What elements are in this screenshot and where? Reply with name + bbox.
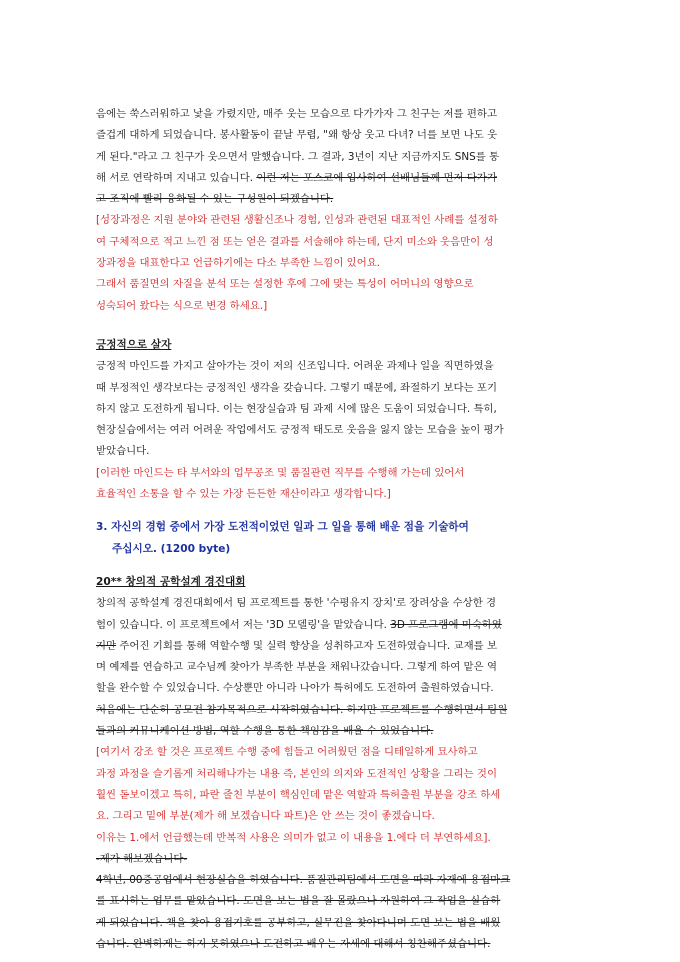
body-text: 즐겁게 대하게 되었습니다. 봉사활동이 끝날 무렵, "왜 항상 웃고 다녀? 너를 보면 나도 웃 [96,129,498,142]
body-text: 때 부정적인 생각보다는 긍정적인 생각을 갖습니다. 그렇기 때문에, 좌절하기 보다는 포기 [96,381,497,394]
feedback-text: 그래서 품질면의 자질을 분석 또는 설정한 후에 그에 맞는 특성이 어머니의 영향으로 [96,278,474,291]
feedback-text: 이유는 1.에서 언급했는데 반복적 사용은 의미가 없고 이 내용을 1.에다 더 부연하세요]. [96,831,491,844]
feedback-text: 성숙되어 왔다는 식으로 변경 하세요.] [96,299,268,312]
struck-text: 이런 저는 포스코에 입사하여 선배님들께 먼저 다가가 [256,171,497,184]
feedback-text: 여 구체적으로 적고 느낀 점 또는 얻은 결과를 서술해야 하는데, 단지 미소와 웃음만이 성 [96,235,494,248]
feedback-text: 요. 그리고 밑에 부분(제가 해 보겠습니다 파트)은 안 쓰는 것이 좋겠습니다. [96,810,435,823]
document-page [96,104,592,955]
body-text [96,168,592,189]
feedback-text: [이러한 마인드는 타 부서와의 업무공조 및 품질관련 직무를 수행해 가는데 있어서 [96,466,465,479]
body-text-segment: 주어진 기회를 통해 역할수행 및 실력 향상을 성취하고자 도전하였습니다. 교재를 보 [116,639,497,652]
section-heading: 20** 창의적 공학설계 경진대회 [96,575,246,588]
body-text: 며 예제를 연습하고 교수님께 찾아가 부족한 부분을 채워나갔습니다. 그렇게 하여 맡은 역 [96,661,497,674]
body-text: 현장실습에서는 여러 어려운 작업에서도 긍정적 태도로 웃음을 잃지 않는 모습을 높이 평가 [96,424,504,437]
body-text-segment: 해 서로 연락하며 지내고 있습니다. [96,171,257,184]
feedback-text: [여기서 강조 할 것은 프로젝트 수행 중에 힘들고 어려웠던 점을 디테일하게 묘사하고 [96,746,478,759]
feedback-text: 효율적인 소통을 할 수 있는 가장 든든한 재산이라고 생각합니다.] [96,488,391,501]
body-text: 음에는 쑥스러워하고 낯을 가렸지만, 매주 웃는 모습으로 다가가자 그 친구는 저를 편하고 [96,108,497,120]
struck-text: 를 표시하는 업무를 맡았습니다. 도면을 보는 법을 잘 몰랐으나 자원하여 그 작업을 실습하 [96,895,501,908]
body-text: 할을 완수할 수 있었습니다. 수상뿐만 아니라 나아가 특허에도 도전하여 출원하였습니다. [96,682,494,695]
struck-text: 고 조직에 빨리 융화될 수 있는 구성원이 되겠습니다. [96,193,334,206]
struck-text: 4학년, 00중공업에서 현장실습을 하였습니다. 품질관리팀에서 도면을 따라 자재에 용접마크 [96,874,511,887]
body-text: 하지 않고 도전하게 됩니다. 이는 현장실습과 팀 과제 시에 많은 도움이 되었습니다. 특히, [96,402,497,415]
body-text: 긍정적 마인드를 가지고 살아가는 것이 저의 신조입니다. 어려운 과제나 일을 직면하였을 [96,360,494,373]
struck-text: 습니다. 완벽하게는 하지 못하였으나 도전하고 배우는 자세에 대해서 칭찬해주셨습니다. [96,937,491,950]
question-title: 3. 자신의 경험 중에서 가장 도전적이었던 일과 그 일을 통해 배운 점을 기술하여 [96,521,469,534]
struck-text: 게 되었습니다. 책을 찾아 용접기호를 공부하고, 실무진을 찾아다니며 도면 보는 법을 배웠 [96,916,501,929]
feedback-text: 장과정을 대표한다고 언급하기에는 다소 부족한 느낌이 있어요. [96,257,381,270]
struck-text: -제가 해보겠습니다- [96,852,188,865]
body-text: 게 된다."라고 그 친구가 웃으면서 말했습니다. 그 결과, 3년이 지난 지금까지도 SNS를 통 [96,150,500,163]
body-text-segment: 험이 있습니다. 이 프로젝트에서 저는 '3D 모델링'을 맡았습니다. [96,618,391,631]
struck-text: 3D 프로그램에 미숙하였 [390,618,502,631]
struck-text: 들과의 커뮤니케이션 방법, 역할 수행을 통한 책임감을 배울 수 있었습니다. [96,725,434,738]
section-heading: 긍정적으로 살자 [96,338,172,351]
feedback-text: 훨씬 돋보이겠고 특히, 파란 줄친 부분이 핵심인데 맡은 역할과 특허출원 부분을 강조 하세 [96,788,501,801]
body-text: 창의적 공학설계 경진대회에서 팀 프로젝트를 통한 '수평유지 장치'로 장려상을 수상한 경 [96,597,497,610]
body-text [96,636,592,657]
question-title-continued: 주십시오. (1200 byte) [112,542,231,555]
body-text [96,615,592,636]
struck-text: 처음에는 단순히 공모전 참가목적으로 시작하였습니다. 하지만 프로젝트를 수행하면서 팀원 [96,703,508,716]
feedback-text: [성장과정은 지원 분야와 관련된 생활신조나 경험, 인성과 관련된 대표적인 사례를 설정하 [96,214,498,227]
feedback-text: 과정 과정을 슬기롭게 처리해나가는 내용 즉, 본인의 의지와 도전적인 상황을 그리는 것이 [96,767,497,780]
body-text: 받았습니다. [96,445,150,458]
struck-text: 지만 [96,639,117,652]
